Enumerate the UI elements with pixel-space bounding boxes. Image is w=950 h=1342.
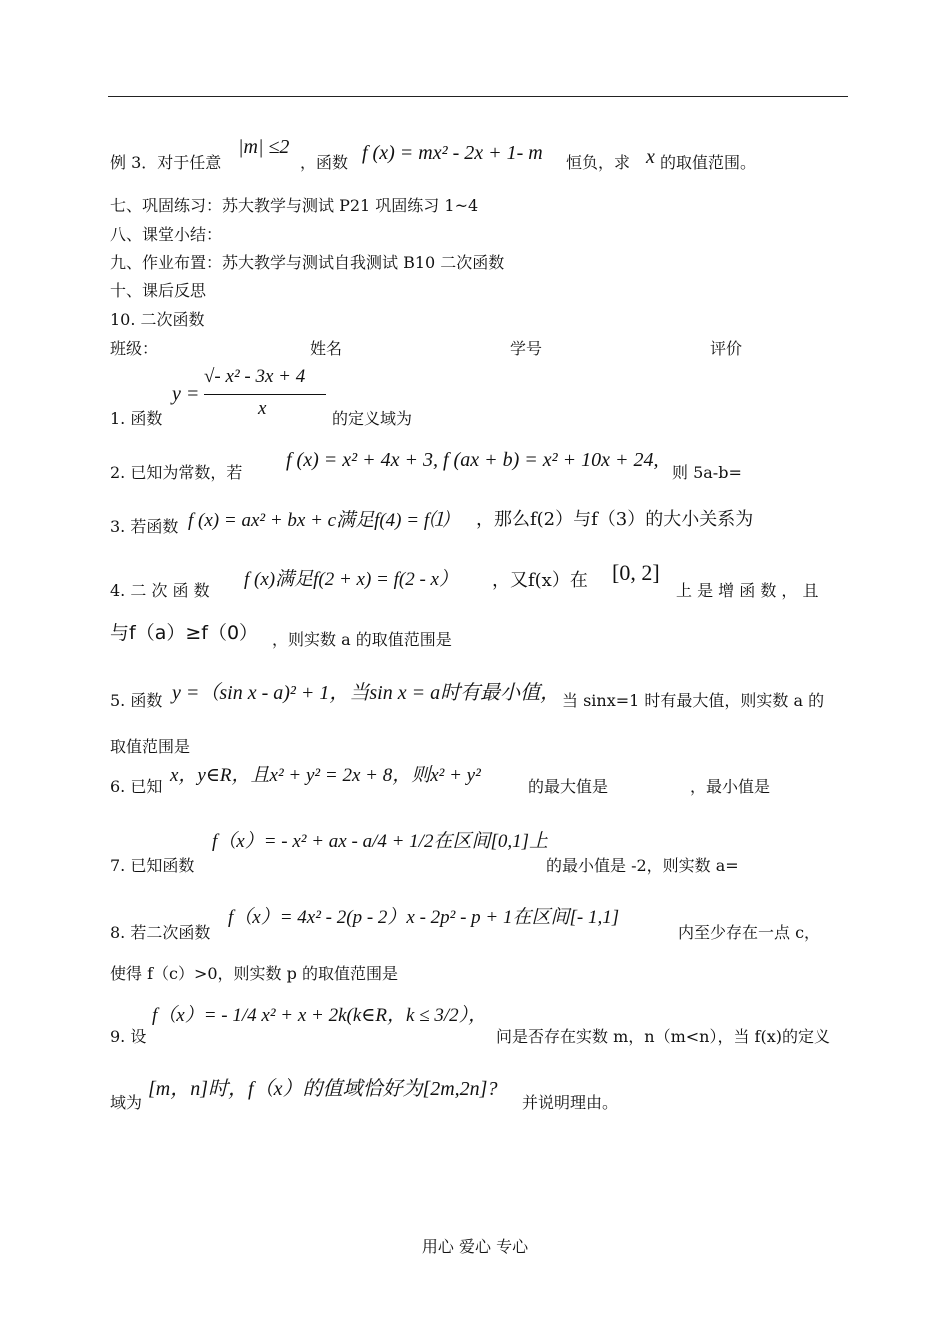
q9-line2-formula: [m，n]时，f（x）的值域恰好为[2m,2n]? bbox=[148, 1078, 498, 1100]
q7-formula: f（x）= - x² + ax - a/4 + 1/2在区间[0,1]上 bbox=[212, 831, 548, 852]
q4-line2-formula: 与f（a）≥f（0） bbox=[110, 622, 259, 644]
q4-formula: f (x)满足f(2 + x) = f(2 - x） bbox=[244, 569, 458, 590]
example-3-prefix: 例 3．对于任意 bbox=[110, 153, 222, 172]
q9-suffix: 问是否存在实数 m，n（m<n），当 f(x)的定义 bbox=[496, 1027, 830, 1046]
example-3-condition: |m| ≤2 bbox=[238, 136, 290, 158]
example-3-line bbox=[110, 150, 221, 173]
q4-mid: ，又f(x）在 bbox=[492, 570, 588, 591]
q5-suffix: 当 sinx=1 时有最大值，则实数 a 的 bbox=[562, 691, 825, 710]
q1-numerator: √- x² - 3x + 4 bbox=[204, 366, 306, 387]
q6-mid: 的最大值是 bbox=[528, 777, 609, 796]
example-3-suffix: 恒负，求 bbox=[566, 153, 631, 172]
q2-prefix: 2. 已知为常数，若 bbox=[110, 463, 243, 482]
section-10: 十、课后反思 bbox=[110, 281, 207, 300]
q6-end: ，最小值是 bbox=[690, 777, 771, 796]
q5-formula: y =（sin x - a)² + 1，当sin x = a时有最小值， bbox=[172, 682, 561, 704]
q1-fraction-bar bbox=[204, 394, 326, 395]
q2-formula: f (x) = x² + 4x + 3, f (ax + b) = x² + 10x + 24, bbox=[286, 449, 659, 471]
q5-prefix: 5. 函数 bbox=[110, 691, 163, 710]
q9-formula: f（x）= - 1/4 x² + x + 2k(k∈R，k ≤ 3/2）， bbox=[152, 1005, 488, 1026]
q6-formula: x，y∈R，且x² + y² = 2x + 8，则x² + y² bbox=[170, 765, 481, 786]
q8-suffix: 内至少存在一点 c， bbox=[678, 923, 821, 942]
q3-prefix: 3. 若函数 bbox=[110, 517, 179, 536]
q9-prefix: 9. 设 bbox=[110, 1027, 147, 1046]
q4-interval: [0, 2] bbox=[612, 560, 660, 585]
example-3-formula: f (x) = mx² - 2x + 1- m bbox=[362, 142, 543, 164]
class-label: 班级： bbox=[110, 339, 159, 358]
section-9: 九、作业布置：苏大教学与测试自我测试 B10 二次函数 bbox=[110, 253, 505, 272]
section-8: 八、课堂小结： bbox=[110, 225, 223, 244]
name-label: 姓名 bbox=[310, 339, 343, 358]
q1-lhs: y = bbox=[172, 383, 200, 405]
q5-line2: 取值范围是 bbox=[110, 737, 191, 756]
q4-prefix: 4. 二 次 函 数 bbox=[110, 581, 210, 600]
q3-formula: f (x) = ax² + bx + c满足f(4) = f⑴ bbox=[188, 510, 449, 531]
worksheet-title: 10. 二次函数 bbox=[110, 310, 205, 329]
header-rule bbox=[108, 96, 848, 97]
q1-prefix: 1. 函数 bbox=[110, 409, 163, 428]
q2-suffix: 则 5a-b= bbox=[672, 463, 742, 482]
grade-label: 评价 bbox=[710, 339, 743, 358]
q1-denominator: x bbox=[258, 398, 267, 419]
section-7: 七、巩固练习：苏大教学与测试 P21 巩固练习 1~4 bbox=[110, 196, 479, 215]
q9-line2-prefix: 域为 bbox=[110, 1093, 143, 1112]
example-3-mid: ，函数 bbox=[300, 153, 349, 172]
q6-prefix: 6. 已知 bbox=[110, 777, 163, 796]
q7-suffix: 的最小值是 -2，则实数 a= bbox=[546, 856, 739, 875]
q8-formula: f（x）= 4x² - 2(p - 2）x - 2p² - p + 1在区间[- 1,1] bbox=[228, 907, 620, 928]
q3-suffix: ，那么f(2）与f（3）的大小关系为 bbox=[476, 509, 754, 530]
q4-line2-suffix: ，则实数 a 的取值范围是 bbox=[272, 630, 452, 649]
q8-line2: 使得 f（c）>0，则实数 p 的取值范围是 bbox=[110, 964, 398, 983]
q1-suffix: 的定义域为 bbox=[332, 409, 413, 428]
q9-line2-suffix: 并说明理由。 bbox=[522, 1093, 619, 1112]
q7-prefix: 7. 已知函数 bbox=[110, 856, 195, 875]
example-3-var: x bbox=[646, 146, 655, 168]
student-id-label: 学号 bbox=[510, 339, 543, 358]
page-footer: 用心 爱心 专心 bbox=[421, 1237, 529, 1256]
q8-prefix: 8. 若二次函数 bbox=[110, 923, 211, 942]
q4-suffix: 上 是 增 函 数 ， 且 bbox=[676, 581, 819, 600]
example-3-end: 的取值范围。 bbox=[660, 153, 757, 172]
